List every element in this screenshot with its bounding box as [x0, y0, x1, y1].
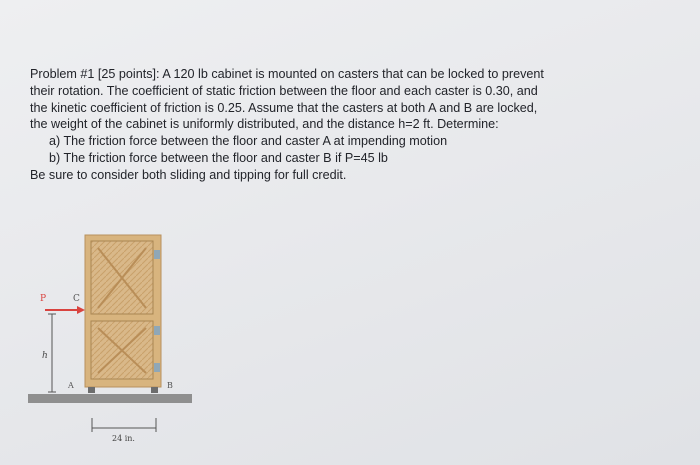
cabinet-diagram [28, 228, 208, 453]
hinge-bottom [154, 363, 160, 372]
credit-note: Be sure to consider both sliding and tipping for full credit. [30, 167, 347, 182]
hinge-top [154, 250, 160, 259]
floor [28, 394, 192, 403]
label-width: 24 in. [112, 434, 135, 443]
statement-line-3: the kinetic coefficient of friction is 0.25. Assume that the casters at both A and B are locked, [30, 100, 538, 115]
question-a: a) The friction force between the floor and caster A at impending motion [49, 134, 448, 149]
statement-line-4: the weight of the cabinet is uniformly distributed, and the distance h=2 ft. Determine: [30, 117, 499, 132]
caster-b [151, 387, 158, 393]
problem-statement [30, 66, 670, 184]
label-h: h [42, 351, 48, 361]
label-a: A [68, 381, 74, 390]
problem-heading: Problem #1 [25 points]: [30, 67, 160, 81]
statement-line-2: their rotation. The coefficient of static friction between the floor and each caster is 0.30, and [30, 83, 538, 98]
caster-a [88, 387, 95, 393]
force-p-arrowhead [77, 306, 85, 314]
question-b: b) The friction force between the floor and caster B if P=45 lb [49, 150, 388, 165]
cabinet-figure [28, 228, 208, 453]
hinge-middle [154, 326, 160, 335]
statement-line-1: Problem #1 [25 points]: A 120 lb cabinet is mounted on casters that can be locked to prevent [30, 67, 544, 81]
label-p: P [40, 294, 47, 304]
label-b: B [167, 381, 173, 390]
label-c: C [73, 294, 80, 304]
